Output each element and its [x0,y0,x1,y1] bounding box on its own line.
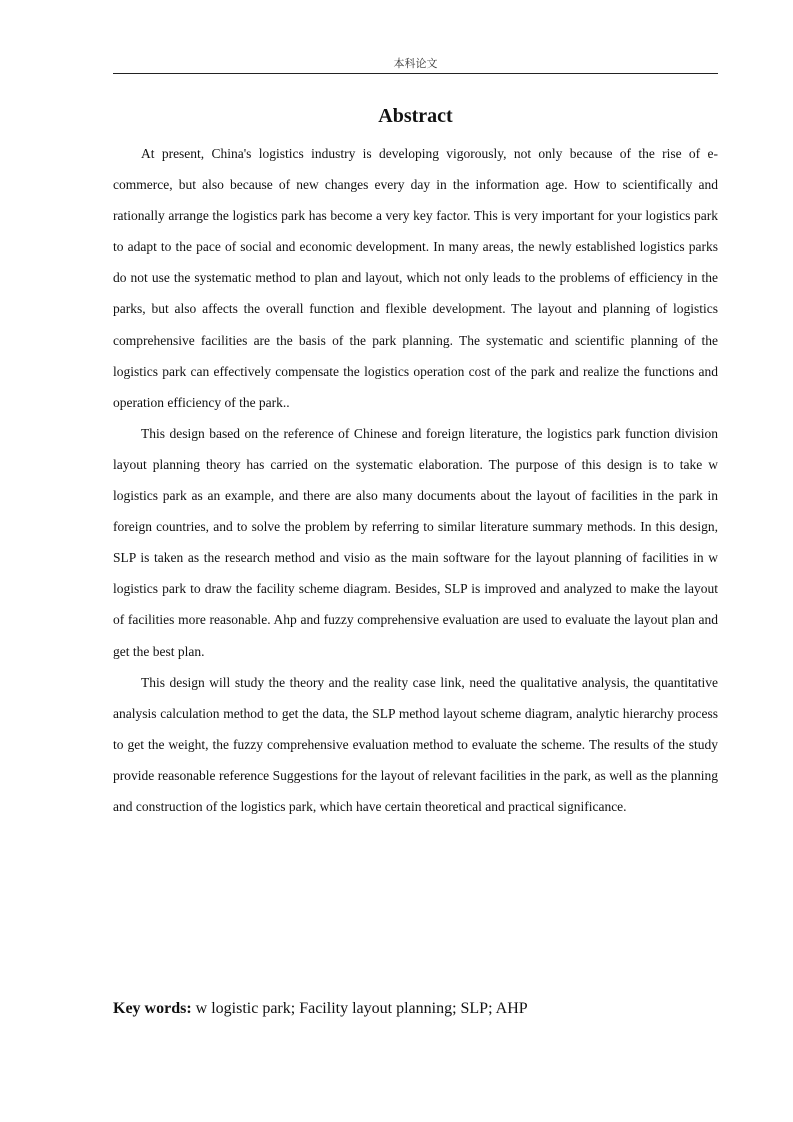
abstract-paragraph-1: At present, China's logistics industry is developing vigorously, not only because of the rise of e-commerce, but also because of new changes every day in the information age. How to scientifically and rationally arrange the logistics park has become a very key factor. This is very important for your logistics park to adapt to the pace of social and economic development. In many areas, the newly established logistics parks do not use the systematic method to plan and layout, which not only leads to the problems of efficiency in the parks, but also affects the overall function and flexible development. The layout and planning of logistics comprehensive facilities are the basis of the park planning. The systematic and scientific planning of the logistics park can effectively compensate the logistics operation cost of the park and realize the functions and operation efficiency of the park.. [113,146,718,410]
abstract-paragraph-3: This design will study the theory and the reality case link, need the qualitative analysis, the quantitative analysis calculation method to get the data, the SLP method layout scheme diagram, analytic hierarchy process to get the weight, the fuzzy comprehensive evaluation method to evaluate the scheme. The results of the study provide reasonable reference Suggestions for the layout of relevant facilities in the park, as well as the planning and construction of the logistics park, which have certain theoretical and practical significance. [113,674,718,814]
abstract-body [113,138,718,822]
abstract-paragraph-2: This design based on the reference of Chinese and foreign literature, the logistics park function division layout planning theory has carried on the systematic elaboration. The purpose of this design is to take w logistics park as an example, and there are also many documents about the layout of facilities in the park in foreign countries, and to solve the problem by referring to similar literature summary methods. In this design, SLP is taken as the research method and visio as the main software for the layout planning of facilities in w logistics park to draw the facility scheme diagram. Besides, SLP is improved and analyzed to make the layout of facilities more reasonable. Ahp and fuzzy comprehensive evaluation are used to evaluate the layout plan and get the best plan. [113,425,718,659]
keywords-value: w logistic park; Facility layout planning; SLP; AHP [191,1000,528,1017]
abstract-title: Abstract [378,105,453,127]
header-divider [113,73,718,74]
running-header: 本科论文 [393,57,438,70]
keywords-line [113,998,718,1020]
keywords-label: Key words: [113,1000,192,1017]
